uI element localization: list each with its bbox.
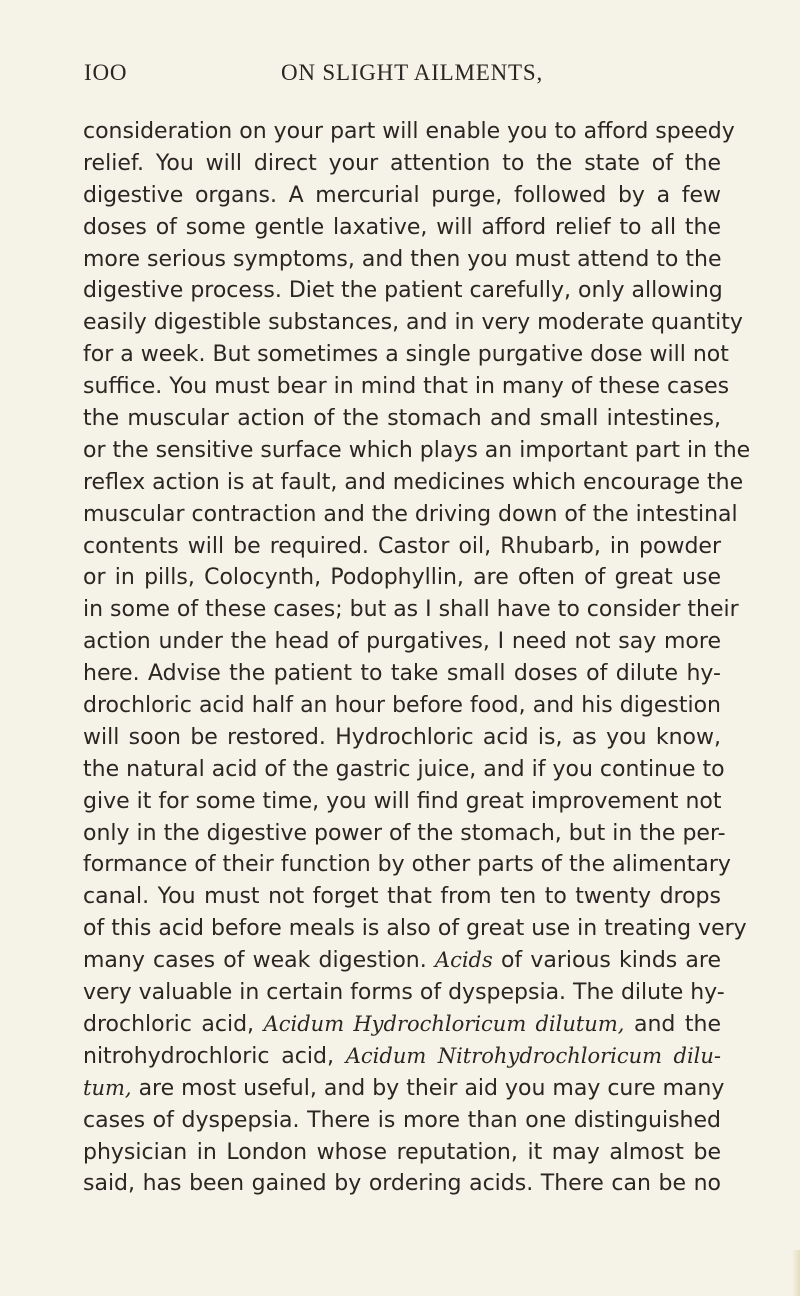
text-run: more serious symptoms, and then you must attend to the	[83, 246, 722, 272]
text-run: nitrohydrochloric acid,	[83, 1043, 334, 1069]
text-run: contents will be required. Castor oil, Rhubarb, in powder	[83, 533, 721, 559]
text-run: the muscular action of the stomach and small intestines,	[83, 406, 721, 432]
text-line	[83, 1137, 721, 1169]
text-line	[83, 786, 721, 818]
text-run: muscular contraction and the driving down of the intestinal	[83, 501, 738, 527]
text-run: digestive organs. A mercurial purge, followed by a few	[83, 182, 721, 208]
text-run: only in the digestive power of the stomach, but in the per-	[83, 820, 726, 846]
text-line	[83, 658, 721, 690]
text-line	[83, 849, 731, 881]
text-line	[83, 180, 721, 212]
body-paragraph	[83, 116, 751, 1200]
text-run: for a week. But sometimes a single purgative dose will not	[83, 342, 729, 368]
text-line	[83, 945, 721, 977]
text-line	[83, 913, 747, 945]
text-run: consideration on your part will enable you to afford speedy	[83, 119, 735, 144]
text-line	[83, 1073, 725, 1105]
running-head	[84, 60, 716, 96]
text-line	[83, 403, 721, 435]
text-line	[83, 562, 721, 594]
text-run: cases of dyspepsia. There is more than one distinguished	[83, 1107, 721, 1133]
running-title: ON SLIGHT AILMENTS,	[281, 60, 544, 85]
text-line	[83, 1009, 721, 1041]
text-line	[83, 275, 721, 307]
text-run: in some of these cases; but as I shall have to consider their	[83, 597, 739, 623]
text-run: digestive process. Diet the patient carefully, only allowing	[83, 278, 723, 304]
text-run: doses of some gentle laxative, will afford relief to all the	[83, 214, 721, 240]
text-run: or the sensitive surface which plays an important part in the	[83, 437, 751, 463]
page-number: IOO	[84, 60, 128, 85]
page-edge-shadow	[792, 1250, 800, 1296]
text-line	[83, 1041, 721, 1073]
text-run: many cases of weak digestion.	[83, 948, 427, 974]
text-line	[83, 148, 721, 180]
text-run: reflex action is at fault, and medicines which encourage the	[83, 469, 744, 495]
text-run: of this acid before meals is also of great use in treating very	[83, 916, 747, 942]
text-line	[83, 467, 744, 499]
text-line	[83, 116, 735, 148]
text-run: of various kinds are	[500, 948, 721, 974]
text-run: here. Advise the patient to take small doses of dilute hy-	[83, 661, 721, 687]
text-run: will soon be restored. Hydrochloric acid is, as you know,	[83, 724, 721, 750]
text-line	[83, 339, 729, 371]
text-line	[83, 818, 726, 850]
text-run: physician in London whose reputation, it may almost be	[83, 1139, 721, 1165]
text-line	[83, 594, 739, 626]
text-line	[83, 371, 730, 403]
text-run: easily digestible substances, and in very moderate quantity	[83, 310, 743, 336]
text-line	[83, 690, 721, 722]
text-run: said, has been gained by ordering acids. There can be no	[83, 1171, 721, 1197]
text-line	[83, 307, 743, 339]
italic-term: Acidum Nitrohydrochloricum dilu-	[345, 1043, 721, 1068]
text-line	[83, 212, 721, 244]
text-run: the natural acid of the gastric juice, and if you continue to	[83, 756, 725, 782]
text-line	[83, 881, 721, 913]
text-run: are most useful, and by their aid you may cure many	[138, 1075, 725, 1101]
italic-term: tum,	[83, 1075, 132, 1100]
text-run: drochloric acid,	[83, 1011, 255, 1037]
text-run: formance of their function by other parts of the alimentary	[83, 852, 731, 878]
text-line	[83, 531, 721, 563]
text-line	[83, 722, 721, 754]
text-run: relief. You will direct your attention to the state of the	[83, 150, 721, 176]
text-line	[83, 244, 721, 276]
text-run: canal. You must not forget that from ten to twenty drops	[83, 884, 721, 910]
text-run: give it for some time, you will find great improvement not	[83, 788, 722, 814]
text-run: and the	[633, 1011, 722, 1037]
text-run: action under the head of purgatives, I need not say more	[83, 629, 721, 655]
text-line	[83, 977, 725, 1009]
text-run: suffice. You must bear in mind that in many of these cases	[83, 374, 730, 400]
text-run: drochloric acid half an hour before food, and his digestion	[83, 693, 721, 719]
text-line	[83, 626, 721, 658]
text-line	[83, 1168, 721, 1200]
text-run: or in pills, Colocynth, Podophyllin, are often of great use	[83, 565, 721, 591]
text-line	[83, 754, 725, 786]
text-line	[83, 499, 738, 531]
text-line	[83, 1105, 721, 1137]
text-run: very valuable in certain forms of dyspepsia. The dilute hy-	[83, 980, 725, 1006]
italic-term: Acidum Hydrochloricum dilutum,	[263, 1011, 625, 1036]
italic-term: Acids	[434, 948, 493, 973]
text-line	[83, 435, 751, 467]
